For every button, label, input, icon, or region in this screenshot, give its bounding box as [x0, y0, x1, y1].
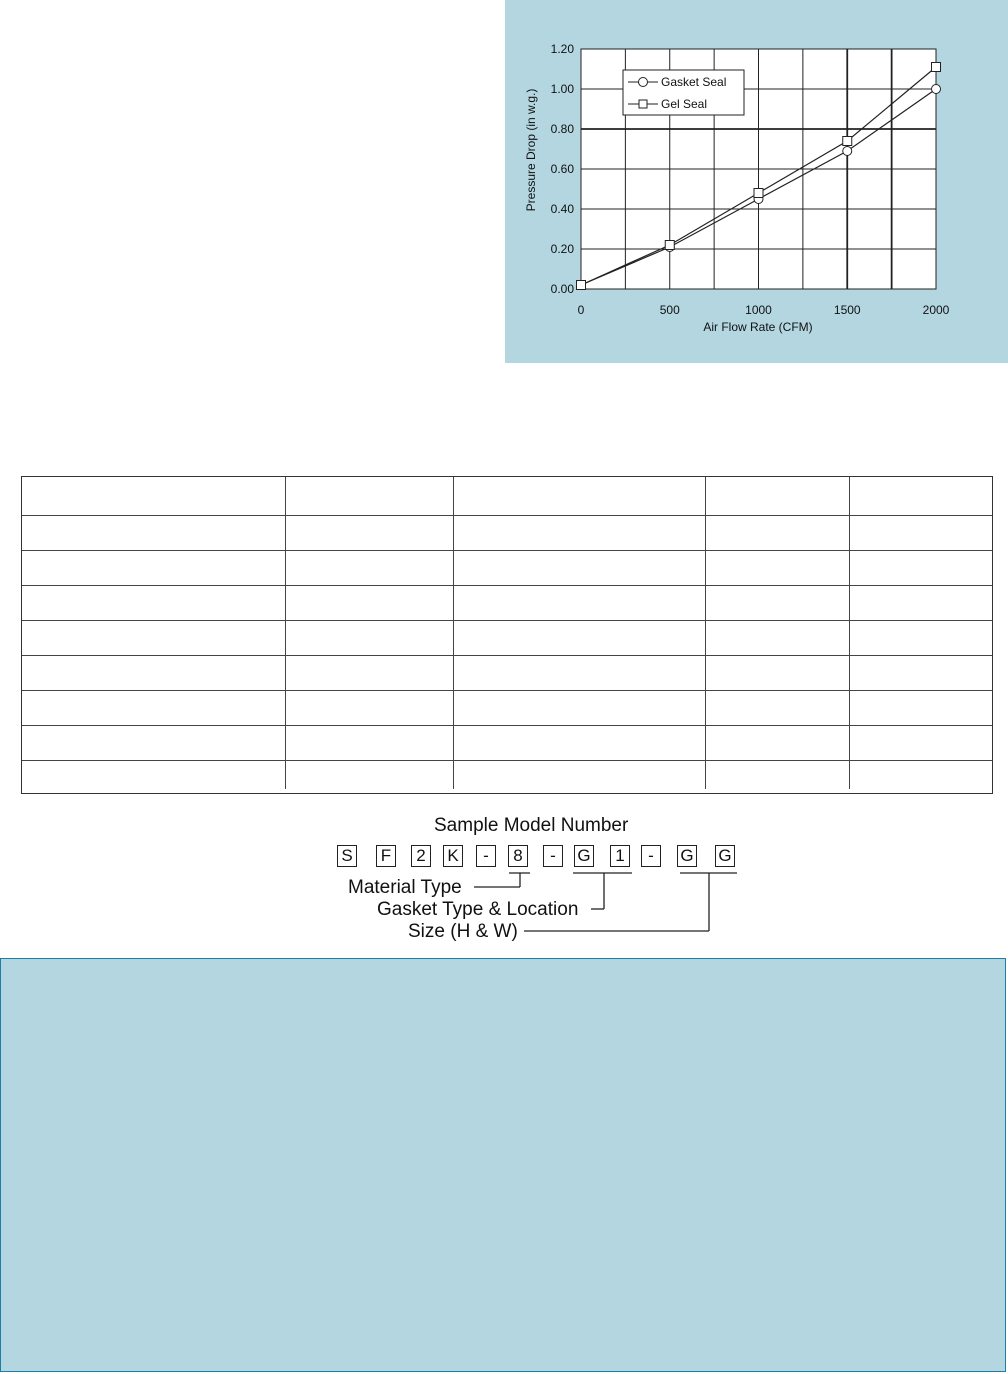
legend-label-gasket: Gasket Seal: [661, 75, 727, 89]
model-char-box: 2: [411, 845, 431, 867]
model-char-box: S: [337, 845, 357, 867]
data-point-square: [843, 137, 852, 146]
x-axis-label: Air Flow Rate (CFM): [703, 320, 813, 334]
data-point-square: [932, 63, 941, 72]
legend-circle-marker: [639, 78, 648, 87]
data-point-square: [577, 281, 586, 290]
y-tick-label: 0.00: [550, 282, 574, 296]
model-char-box: K: [443, 845, 463, 867]
x-tick-label: 1500: [833, 303, 861, 317]
table-column-divider: [453, 477, 454, 789]
table-column-divider: [849, 477, 850, 789]
x-tick-label: 0: [577, 303, 585, 317]
y-tick-label: 1.00: [550, 82, 574, 96]
material-type-label: Material Type: [348, 877, 462, 898]
table-column-divider: [285, 477, 286, 789]
model-char-box: G: [715, 845, 735, 867]
y-tick-label: 0.40: [550, 202, 574, 216]
data-point-square: [754, 189, 763, 198]
data-point-circle: [932, 85, 941, 94]
size-label: Size (H & W): [408, 921, 518, 942]
model-number-title: Sample Model Number: [434, 815, 629, 836]
x-tick-label: 2000: [922, 303, 950, 317]
legend-square-marker: [639, 100, 647, 108]
x-tick-label: 1000: [745, 303, 772, 317]
pressure-drop-chart: [505, 0, 1008, 363]
y-tick-label: 0.80: [550, 122, 574, 136]
legend: [623, 70, 744, 115]
model-char-box: 1: [610, 845, 630, 867]
table-row-divider: [22, 725, 992, 726]
table-row-divider: [22, 550, 992, 551]
legend-label-gel: Gel Seal: [661, 97, 708, 111]
data-point-circle: [843, 147, 852, 156]
table-row-divider: [22, 585, 992, 586]
y-tick-label: 0.20: [550, 242, 574, 256]
model-char-box: -: [476, 845, 496, 867]
gasket-type-label: Gasket Type & Location: [377, 899, 579, 920]
model-char-box: -: [543, 845, 563, 867]
y-tick-label: 0.60: [550, 162, 574, 176]
y-axis-label: Pressure Drop (in w.g.): [524, 88, 538, 212]
chart-panel: [505, 0, 1008, 363]
model-char-box: G: [677, 845, 697, 867]
x-tick-label: 500: [659, 303, 680, 317]
model-char-box: -: [641, 845, 661, 867]
y-tick-label: 1.20: [550, 42, 574, 56]
table-row-divider: [22, 690, 992, 691]
model-char-box: G: [574, 845, 594, 867]
model-char-box: F: [376, 845, 396, 867]
table-row-divider: [22, 655, 992, 656]
bottom-info-panel: [0, 958, 1006, 1372]
table-row-divider: [22, 620, 992, 621]
model-char-box: 8: [508, 845, 528, 867]
table-row-divider: [22, 515, 992, 516]
data-point-square: [665, 241, 674, 250]
table-column-divider: [705, 477, 706, 789]
specification-table: [21, 476, 993, 794]
table-row-divider: [22, 760, 992, 761]
